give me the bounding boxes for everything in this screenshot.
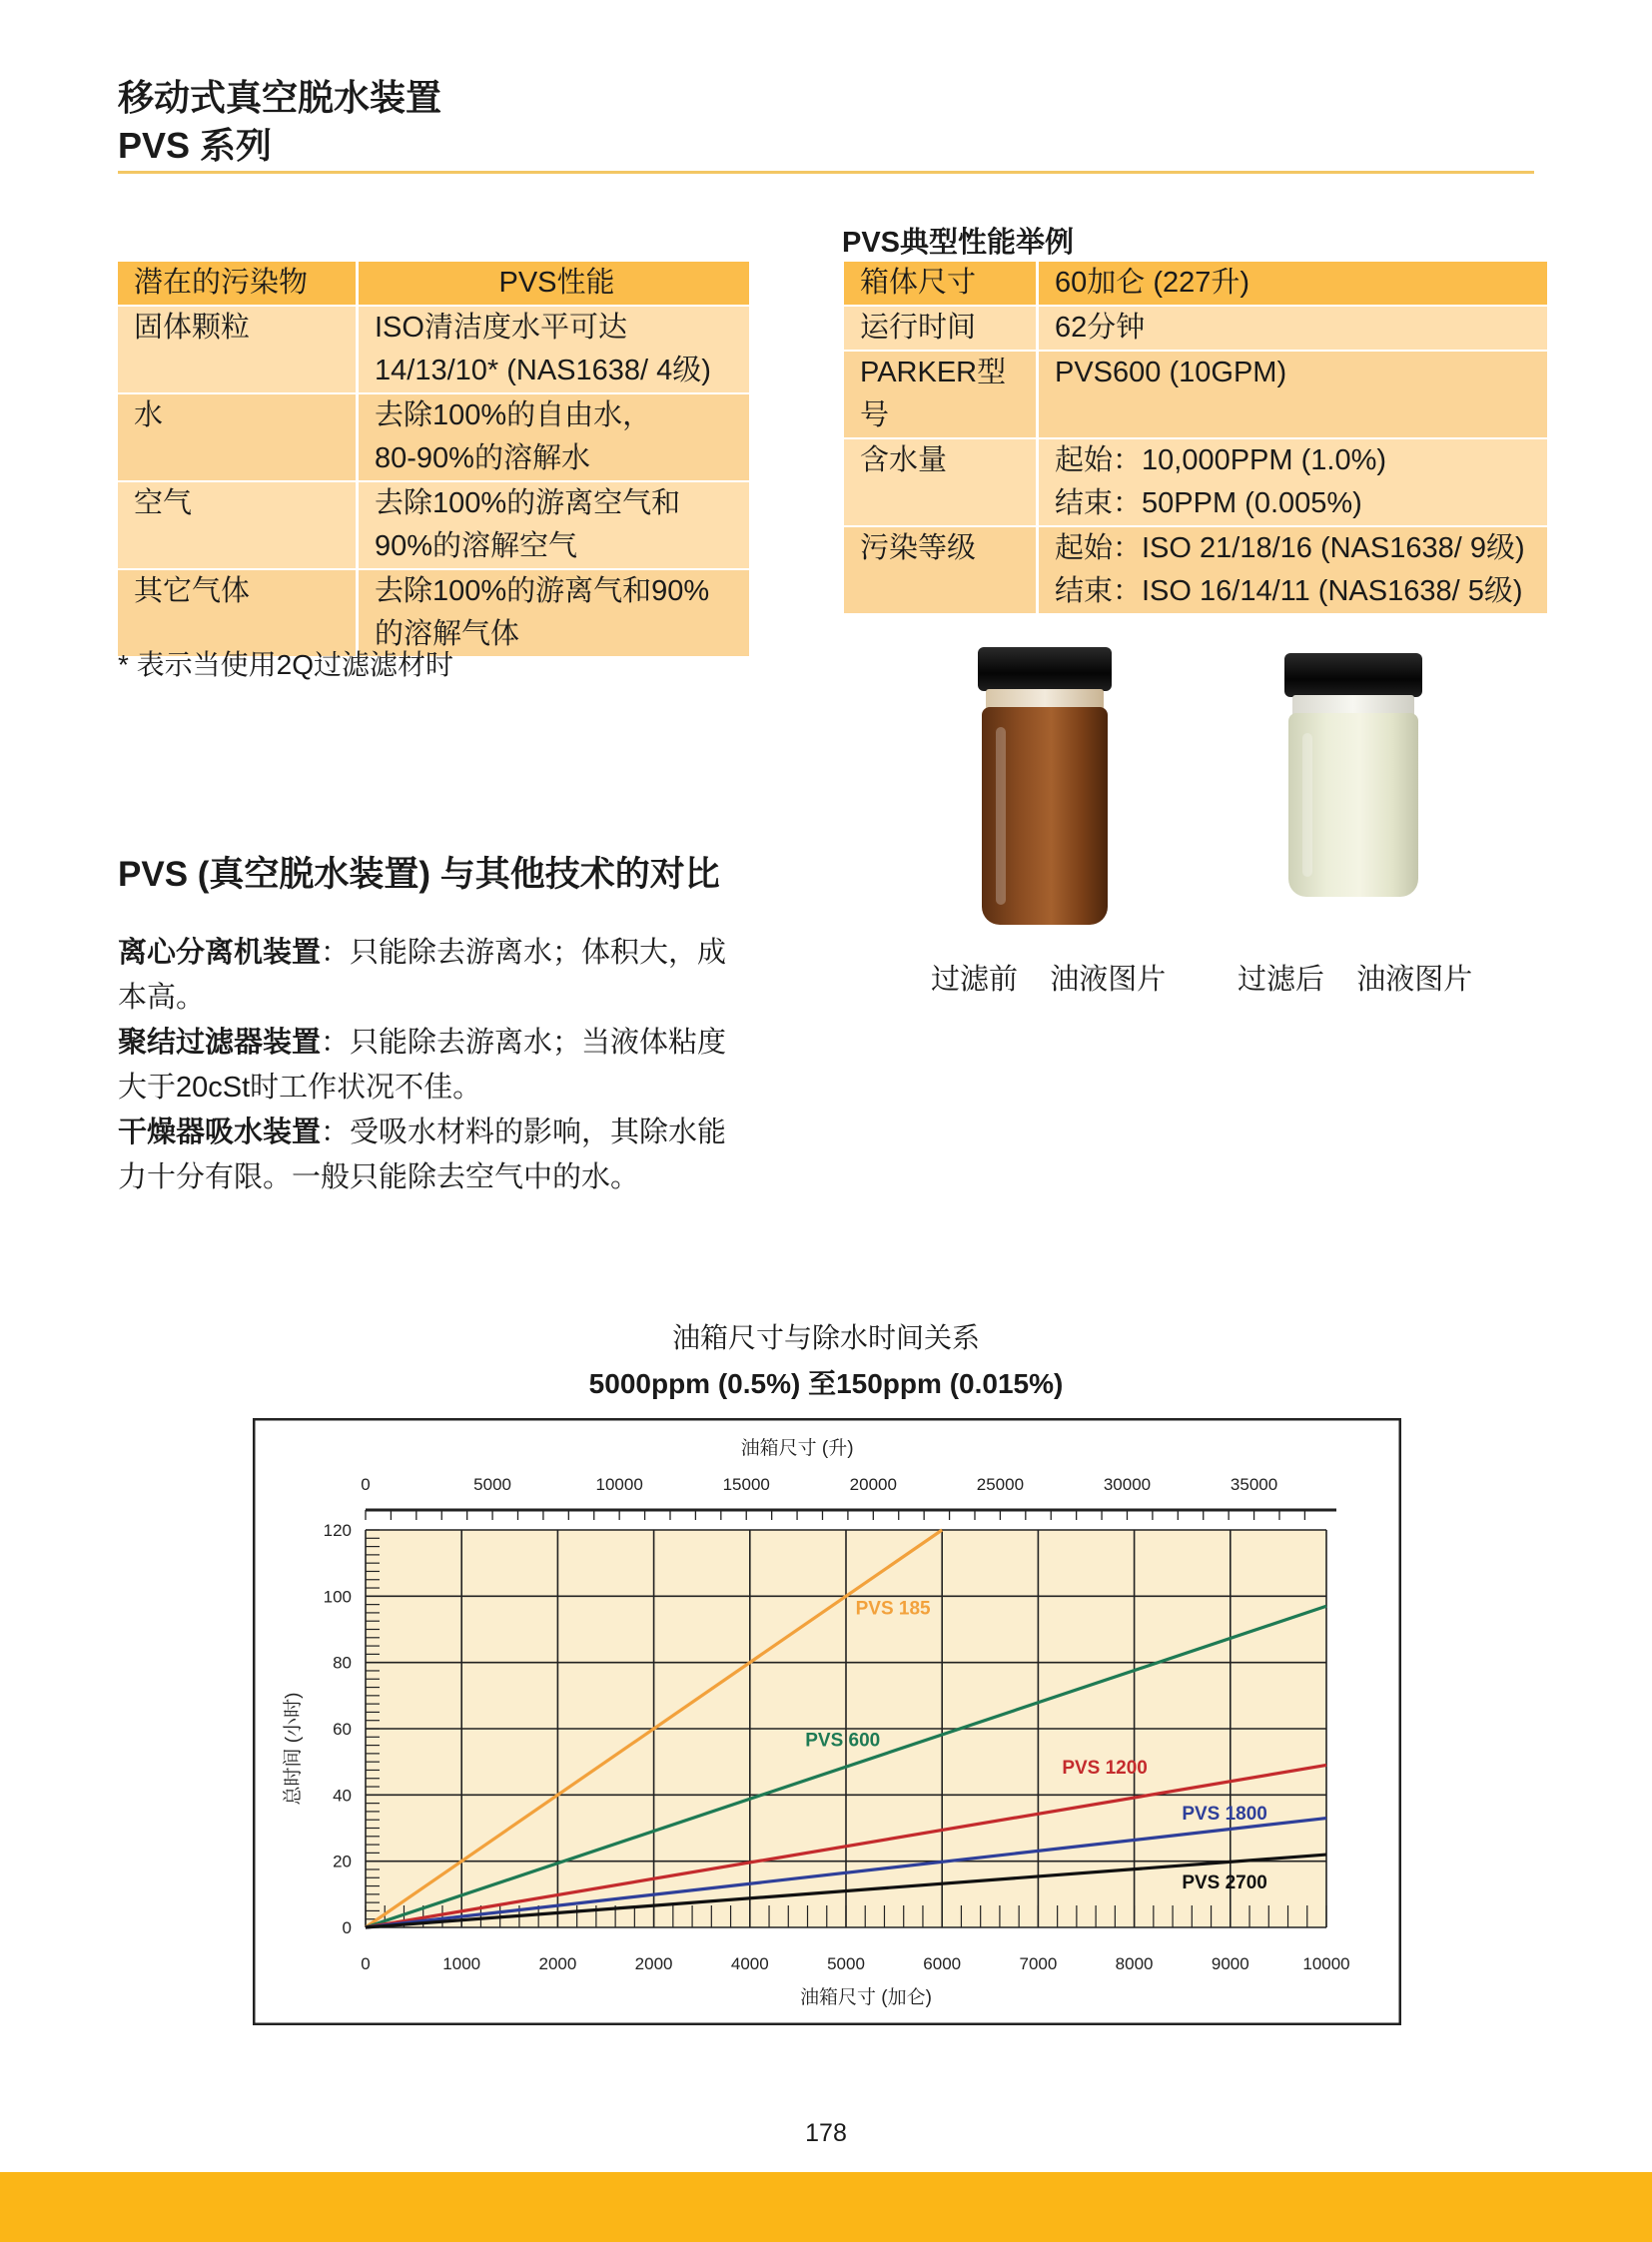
jar-cap xyxy=(1284,653,1422,697)
after-photo-caption: 过滤后 油液图片 xyxy=(1238,964,1473,996)
row-value xyxy=(1038,351,1548,438)
page-number: 178 xyxy=(805,2119,847,2147)
x2-tick-label: 30000 xyxy=(1103,1475,1152,1494)
cell-line: 起始：10,000PPM (1.0%) xyxy=(1055,444,1387,476)
row-value xyxy=(1038,306,1548,351)
contaminant-name: 其它气体 xyxy=(118,569,358,656)
x2-tick-label: 5000 xyxy=(473,1475,511,1494)
y-tick-label: 100 xyxy=(323,1587,352,1607)
performance-table-title: PVS典型性能举例 xyxy=(842,227,1075,259)
cell-line: 去除100%的游离气和90% xyxy=(375,575,710,607)
chart-subtitle: 5000ppm (0.5%) 至150ppm (0.015%) xyxy=(588,1368,1064,1399)
column-header: 潜在的污染物 xyxy=(118,262,358,306)
table-row xyxy=(844,262,1547,306)
oil-sample-before-photo xyxy=(978,647,1112,925)
page-title xyxy=(118,74,441,170)
header-rule xyxy=(118,171,1534,174)
row-value xyxy=(1038,438,1548,526)
cell-line: 起始：ISO 21/18/16 (NAS1638/ 9级) xyxy=(1055,532,1525,564)
comparison-term: 干燥器吸水装置 xyxy=(118,1117,322,1148)
series-label: PVS 1200 xyxy=(1062,1758,1148,1780)
comparison-text: ：只能除去游离水；当液体粘度大于20cSt时工作状况不佳。 xyxy=(118,1027,727,1104)
x-tick-label: 5000 xyxy=(827,1954,865,1973)
x2-tick-label: 10000 xyxy=(595,1475,643,1494)
performance-cell xyxy=(358,569,750,656)
footer-band xyxy=(0,2172,1652,2242)
y-tick-label: 20 xyxy=(333,1852,352,1871)
x2-axis-label: 油箱尺寸 (升) xyxy=(740,1438,854,1459)
performance-cell xyxy=(358,306,750,393)
contaminant-name: 空气 xyxy=(118,481,358,569)
performance-cell xyxy=(358,481,750,569)
x-tick-label: 2000 xyxy=(538,1954,577,1973)
comparison-item xyxy=(118,931,747,1021)
cell-line: 的溶解气体 xyxy=(375,618,520,650)
contaminants-table xyxy=(118,262,749,656)
performance-cell xyxy=(358,393,750,481)
cell-line: 去除100%的游离空气和 xyxy=(375,487,681,519)
column-header: PVS性能 xyxy=(358,262,750,306)
cell-line: ISO清洁度水平可达 xyxy=(375,312,627,344)
row-label: 箱体尺寸 xyxy=(844,262,1038,306)
y-tick-label: 0 xyxy=(342,1918,352,1937)
series-label: PVS 600 xyxy=(805,1730,881,1752)
x-tick-label: 10000 xyxy=(1302,1954,1350,1973)
table-row xyxy=(118,481,749,569)
cell-line: PVS600 (10GPM) xyxy=(1055,357,1287,388)
cell-line: 结束：50PPM (0.005%) xyxy=(1055,487,1362,519)
comparison-item xyxy=(118,1111,747,1200)
table-row xyxy=(844,351,1547,438)
y-tick-label: 60 xyxy=(333,1720,352,1739)
y-tick-label: 40 xyxy=(333,1786,352,1806)
cell-line: 90%的溶解空气 xyxy=(375,530,578,562)
series-label: PVS 185 xyxy=(855,1598,931,1620)
series-label: PVS 1800 xyxy=(1182,1803,1267,1825)
cell-line: 62分钟 xyxy=(1055,312,1146,344)
table-row xyxy=(118,393,749,481)
series-label: PVS 2700 xyxy=(1182,1872,1267,1894)
table-footnote: * 表示当使用2Q过滤滤材时 xyxy=(118,649,454,680)
x-tick-label: 6000 xyxy=(923,1954,962,1973)
x-tick-label: 4000 xyxy=(730,1954,769,1973)
table-header-row xyxy=(118,262,749,306)
comparison-text: ：只能除去游离水；体积大，成本高。 xyxy=(118,937,727,1014)
cell-line: 14/13/10* (NAS1638/ 4级) xyxy=(375,355,711,386)
table-row xyxy=(844,438,1547,526)
row-value xyxy=(1038,262,1548,306)
y-axis-label: 总时间 (小时) xyxy=(283,1692,304,1806)
row-label: PARKER型号 xyxy=(844,351,1038,438)
performance-table xyxy=(844,262,1547,613)
comparison-body xyxy=(118,931,747,1200)
comparison-text: ：受吸水材料的影响，其除水能力十分有限。一般只能除去空气中的水。 xyxy=(118,1117,727,1193)
cell-line: 80-90%的溶解水 xyxy=(375,442,590,474)
x-tick-label: 1000 xyxy=(442,1954,481,1973)
comparison-item xyxy=(118,1021,747,1111)
y-tick-label: 120 xyxy=(323,1521,352,1540)
cell-line: 去除100%的自由水， xyxy=(375,399,652,431)
x2-tick-label: 15000 xyxy=(722,1475,770,1494)
x-tick-label: 9000 xyxy=(1211,1954,1249,1973)
jar-highlight xyxy=(996,727,1006,905)
contaminant-name: 固体颗粒 xyxy=(118,306,358,393)
x2-tick-label: 0 xyxy=(361,1475,371,1494)
x2-tick-label: 20000 xyxy=(849,1475,897,1494)
row-value xyxy=(1038,526,1548,613)
comparison-term: 聚结过滤器装置 xyxy=(118,1027,322,1059)
table-row xyxy=(118,306,749,393)
tank-size-vs-time-chart xyxy=(253,1418,1401,2025)
table-row xyxy=(118,569,749,656)
contaminant-name: 水 xyxy=(118,393,358,481)
jar-highlight xyxy=(1302,733,1312,877)
x-tick-label: 8000 xyxy=(1115,1954,1154,1973)
comparison-title: PVS (真空脱水装置) 与其他技术的对比 xyxy=(118,855,720,894)
before-photo-caption: 过滤前 油液图片 xyxy=(931,964,1167,996)
title-line: 移动式真空脱水装置 xyxy=(118,77,442,118)
table-row xyxy=(844,526,1547,613)
x2-tick-label: 35000 xyxy=(1230,1475,1278,1494)
comparison-term: 离心分离机装置 xyxy=(118,937,322,969)
subtitle-line: PVS 系列 xyxy=(118,125,273,166)
row-label: 污染等级 xyxy=(844,526,1038,613)
cell-line: 60加仑 (227升) xyxy=(1055,267,1250,299)
x-tick-label: 7000 xyxy=(1019,1954,1058,1973)
row-label: 含水量 xyxy=(844,438,1038,526)
y-tick-label: 80 xyxy=(333,1653,352,1673)
x-tick-label: 2000 xyxy=(634,1954,673,1973)
oil-sample-after-photo xyxy=(1284,653,1422,897)
chart-title: 油箱尺寸与除水时间关系 xyxy=(671,1322,980,1353)
x-axis-label: 油箱尺寸 (加仑) xyxy=(800,1987,932,2008)
row-label: 运行时间 xyxy=(844,306,1038,351)
x2-tick-label: 25000 xyxy=(976,1475,1025,1494)
cell-line: 结束：ISO 16/14/11 (NAS1638/ 5级) xyxy=(1055,575,1523,607)
x-tick-label: 0 xyxy=(361,1954,371,1973)
table-row xyxy=(844,306,1547,351)
jar-cap xyxy=(978,647,1112,691)
